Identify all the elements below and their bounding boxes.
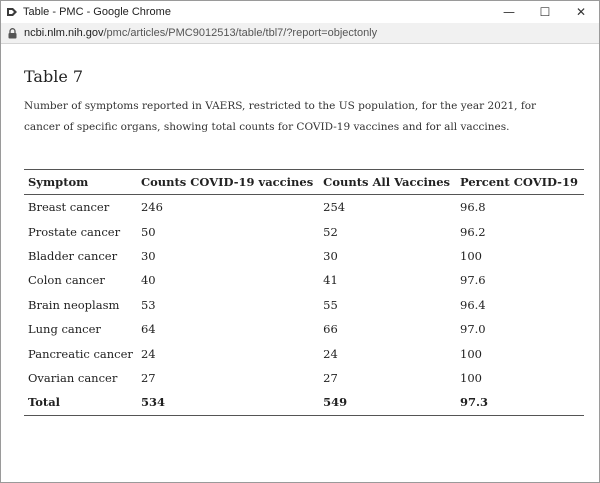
- cell-percent: 96.4: [460, 297, 486, 312]
- cell-percent: 97.6: [460, 273, 486, 288]
- cell-counts-covid: 27: [140, 370, 156, 385]
- data-table: [24, 169, 584, 416]
- cell-counts-all: 27: [323, 370, 338, 385]
- cell-symptom: Pancreatic cancer: [28, 346, 133, 361]
- table-total-row: [24, 390, 584, 415]
- cell-counts-all: 66: [323, 322, 338, 337]
- header-counts-covid: Counts COVID-19 vaccines: [140, 175, 314, 189]
- table-row: [24, 366, 584, 390]
- table-row: [24, 293, 584, 317]
- cell-counts-all: 55: [323, 297, 338, 312]
- table-caption: Number of symptoms reported in VAERS, restricted to the US population, for the year 2021, for cancer of specific organs, showing total counts for COVID-19 vaccines and for all vaccines.: [24, 100, 537, 133]
- page-title: Table 7: [24, 67, 84, 86]
- cell-symptom: Ovarian cancer: [28, 370, 118, 385]
- cell-counts-all: 41: [323, 273, 338, 288]
- window-title: Table - PMC - Google Chrome: [23, 6, 171, 18]
- cell-counts-covid: 64: [140, 322, 156, 337]
- table-row: [24, 341, 584, 365]
- url-path: /pmc/articles/PMC9012513/table/tbl7/?report=objectonly: [103, 27, 378, 39]
- table-row: [24, 317, 584, 341]
- url-host: ncbi.nlm.nih.gov: [24, 27, 104, 39]
- header-counts-all: Counts All Vaccines: [323, 175, 451, 189]
- cell-counts-covid: 30: [140, 248, 156, 263]
- cell-counts-covid: 24: [140, 346, 156, 361]
- table-header-row: [24, 170, 584, 195]
- cell-counts-all: 549: [323, 395, 348, 410]
- cell-percent: 97.0: [460, 322, 486, 337]
- cell-counts-covid: 534: [140, 395, 165, 410]
- cell-symptom: Breast cancer: [28, 200, 110, 215]
- table-row: [24, 195, 584, 220]
- cell-symptom: Lung cancer: [28, 322, 101, 337]
- maximize-button[interactable]: ☐: [539, 5, 551, 19]
- cell-counts-covid: 40: [140, 273, 156, 288]
- header-percent-covid: Percent COVID-19: [460, 175, 578, 189]
- cell-counts-covid: 53: [140, 297, 156, 312]
- url-text[interactable]: [24, 27, 377, 39]
- cell-counts-covid: 246: [140, 200, 163, 215]
- pmc-app-icon: [6, 6, 18, 18]
- table-row: [24, 244, 584, 268]
- cell-percent: 96.8: [460, 200, 486, 215]
- cell-percent: 96.2: [460, 224, 486, 239]
- cell-symptom: Bladder cancer: [28, 248, 118, 263]
- table-row: [24, 219, 584, 243]
- cell-percent: 100: [460, 370, 482, 385]
- cell-symptom: Total: [28, 395, 61, 410]
- cell-counts-all: 52: [323, 224, 338, 239]
- cell-symptom: Prostate cancer: [28, 224, 121, 239]
- cell-counts-all: 24: [323, 346, 338, 361]
- header-symptom: Symptom: [28, 175, 89, 189]
- cell-counts-all: 254: [323, 200, 346, 215]
- cell-symptom: Brain neoplasm: [28, 297, 120, 312]
- address-bar[interactable]: [1, 23, 599, 44]
- title-bar: [1, 1, 599, 23]
- cell-counts-all: 30: [323, 248, 338, 263]
- window-controls: [491, 1, 599, 23]
- cell-percent: 100: [460, 248, 482, 263]
- cell-symptom: Colon cancer: [28, 273, 105, 288]
- lock-icon[interactable]: [8, 27, 18, 39]
- cell-percent: 97.3: [460, 395, 489, 410]
- cell-counts-covid: 50: [140, 224, 156, 239]
- close-button[interactable]: ✕: [575, 5, 587, 19]
- table-row: [24, 268, 584, 292]
- cell-percent: 100: [460, 346, 482, 361]
- minimize-button[interactable]: —: [503, 5, 515, 19]
